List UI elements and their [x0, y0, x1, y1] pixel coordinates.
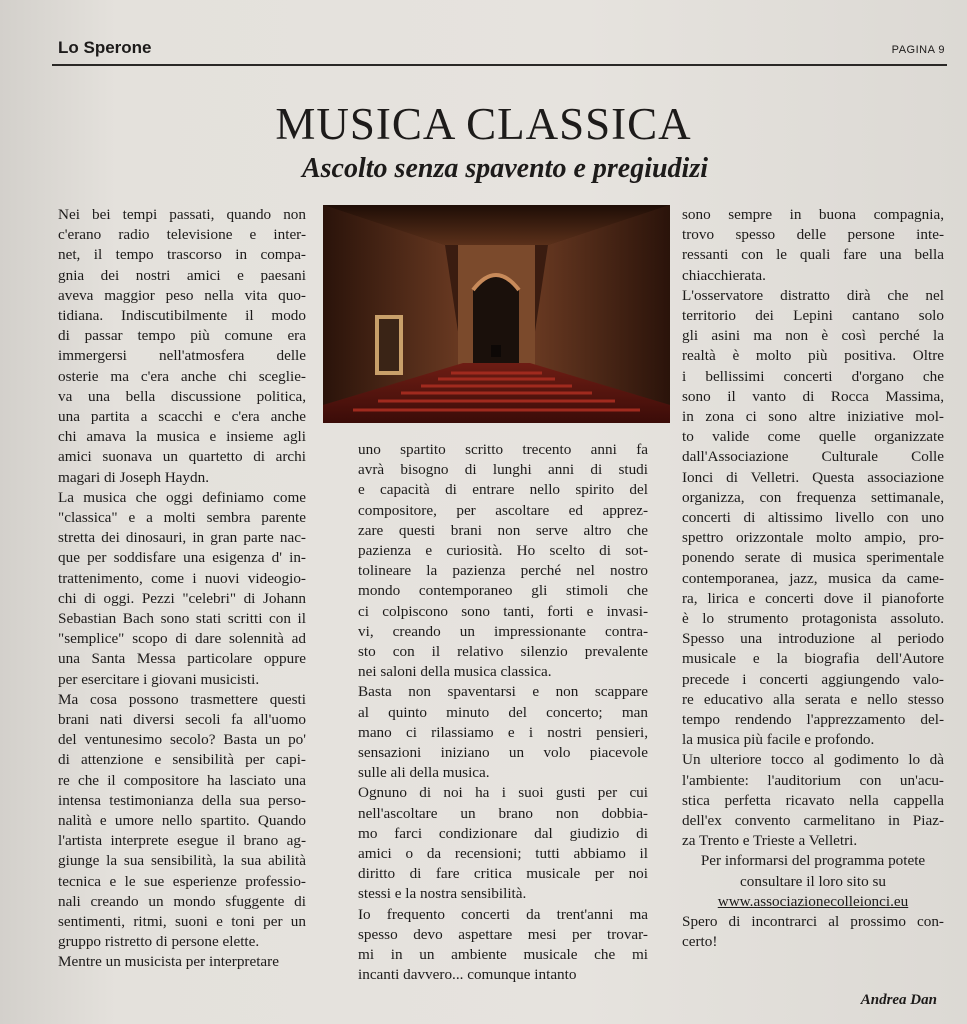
col2-line: Ognuno di noi ha i suoi gusti per cui	[358, 784, 648, 802]
col3-line: ponendo serate di musica sperimentale	[682, 549, 944, 567]
col1-line: "classica" e a molti sembra parente	[58, 509, 306, 526]
col1-line: Ma cosa possono trasmettere questi	[58, 690, 306, 708]
page-header	[52, 38, 947, 66]
col1-line: giunge la sua sensibilità, la sua abilità	[58, 852, 306, 870]
col3-line: certo!	[682, 933, 718, 951]
col3-line: Spesso una introduzione al periodo	[682, 630, 944, 648]
col1-line: gruppo ristretto di persone elette.	[58, 933, 260, 951]
col1-line: Sebastian Bach sono stati scritti con il	[58, 610, 306, 627]
col3-line: to valide come quelle organizzate	[682, 428, 944, 446]
col1-line: osterie ma c'era anche chi sceglie-	[58, 367, 306, 385]
col1-line: gnia dei nostri amici e paesani	[58, 266, 306, 284]
col1-line: c'erano radio televisione e inter-	[58, 226, 306, 244]
col2-line: Io frequento concerti da trent'anni ma	[358, 905, 648, 923]
col1-line: que per soddisfare una esigenza d' in-	[58, 549, 306, 567]
col3-line: chiacchierata.	[682, 266, 766, 284]
col1-line: tidiana. Indiscutibilmente il modo	[58, 307, 306, 324]
col1-line: chi amava la musica e insieme agli	[58, 428, 306, 446]
col1-line: intensa testimonianza della sua perso-	[58, 791, 306, 809]
col3-line: Spero di incontrarci al prossimo con-	[682, 913, 944, 930]
article-title: MUSICA CLASSICA	[275, 99, 692, 149]
col3-line: gli asini ma non è così perché la	[682, 327, 944, 345]
col3-line: sono sempre in buona compagnia,	[682, 206, 944, 223]
col2-line: e capacità di entrare nello spirito del	[358, 481, 648, 499]
author-signature: Andrea Dan	[860, 992, 937, 1008]
col1-line: nali creando un mondo sfuggente di	[58, 892, 306, 910]
col2-line: nei saloni della musica classica.	[358, 663, 552, 681]
col2-line: sto con il relativo silenzio prevalente	[358, 643, 648, 660]
col2-line: mondo contemporaneo gli stimoli che	[358, 582, 648, 600]
col2-line: spesso devo aspettare mesi per trovar-	[358, 925, 648, 943]
col1-line: tecnica e le sue esperienze professio-	[58, 872, 306, 890]
col3-line: consultare il loro sito su	[740, 872, 886, 890]
col2-line: nell'ascoltare un brano non dobbia-	[358, 804, 648, 822]
col1-line: sentimenti, ritmi, suoni e toni per un	[58, 913, 306, 930]
col3-line: dall'Associazione Culturale Colle	[682, 448, 944, 466]
col1-line: stretta dei dinosauri, in gran parte nac-	[58, 529, 306, 547]
col1-line: di attenzione e sensibilità per capi-	[58, 751, 306, 769]
col3-line: la musica più facile e profondo.	[682, 731, 875, 749]
col2-line: sensazioni iniziano un volo piacevole	[358, 744, 648, 761]
col3-line: i bellissimi concerti d'organo che	[682, 367, 944, 385]
col2-line: tolineare la pazienza perché nel nostro	[358, 562, 648, 580]
col3-line: in zona ci sono altre iniziative mol-	[682, 408, 944, 425]
article-subtitle: Ascolto senza spavento e pregiudizi	[301, 153, 708, 184]
col1-line: net, il tempo trascorso in compa-	[58, 246, 306, 264]
col1-line: brani nati diversi secoli fa all'uomo	[58, 711, 306, 728]
col1-line: "semplice" scopo di dare solennità ad	[58, 630, 306, 648]
page-number: PAGINA 9	[891, 44, 945, 56]
col3-line: Un ulteriore tocco al godimento lo dà	[682, 751, 944, 769]
col1-line: La musica che oggi definiamo come	[58, 488, 306, 506]
col2-line: avrà bisogno di lunghi anni di studi	[358, 461, 648, 479]
col2-line: mi in un ambiente musicale che mi	[358, 946, 648, 963]
col1-line: di passar tempo più comune era	[58, 327, 306, 345]
col3-line: dell'ex convento carmelitano in Piaz-	[682, 812, 944, 829]
col3-line: musicale e la biografia dell'Autore	[682, 650, 944, 668]
col3-line: realtà è molto più positiva. Oltre	[682, 347, 944, 365]
col1-line: va una bella discussione politica,	[58, 387, 306, 405]
col3-line: concerti di altissimo livello con uno	[682, 509, 944, 526]
col3-line: ra, lirica e concerti dove il pianoforte	[682, 589, 944, 607]
col3-line: organizza, con frequenza settimanale,	[682, 488, 944, 506]
col2-line: diritto di fare critica musicale per noi	[358, 865, 648, 883]
col3-line: l'ambiente: l'auditorium con un'acu-	[682, 771, 944, 789]
auditorium-photo	[323, 205, 670, 423]
col2-line: ci colpiscono sono tanti, forti e invasi-	[358, 602, 648, 620]
col3-line: L'osservatore distratto dirà che nel	[682, 286, 944, 304]
col1-line: immergersi nell'atmosfera delle	[58, 347, 306, 365]
publication-name: Lo Sperone	[58, 38, 152, 57]
col3-line: stica perfetta ricavato nella cappella	[682, 791, 944, 809]
col3-line: precede i concerti aggiungendo valo-	[682, 670, 944, 688]
col2-line: Basta non spaventarsi e non scappare	[358, 683, 648, 701]
col1-line: magari di Joseph Haydn.	[58, 468, 209, 486]
col1-line: Nei bei tempi passati, quando non	[58, 206, 306, 223]
col1-line: del ventunesimo secolo? Basta un po'	[58, 731, 306, 749]
col1-line: chi di oggi. Pezzi "celebri" di Johann	[58, 589, 306, 607]
col1-line: aveva maggior peso nella vita quo-	[58, 286, 306, 304]
col3-line: za Trento e Trieste a Velletri.	[682, 832, 858, 850]
col1-line: per esercitare i giovani musicisti.	[58, 670, 260, 688]
col2-line: sulle ali della musica.	[358, 764, 490, 782]
col1-line: una partita a scacchi e c'era anche	[58, 408, 306, 425]
col2-line: zare questi brani non serve altro che	[358, 521, 648, 539]
col2-line: al quinto minuto del concerto; man	[358, 703, 648, 721]
auditorium-illustration	[323, 205, 670, 423]
col3-line: trovo spesso delle persone inte-	[682, 226, 944, 244]
col1-line: re che il compositore ha lasciato una	[58, 771, 306, 789]
col2-line: compositore, per ascoltare ed apprez-	[358, 501, 648, 519]
col1-line: amici suonava un quartetto di archi	[58, 448, 306, 466]
col3-line: spettro orizzontale molto ampio, pro-	[682, 529, 944, 547]
col2-line: stessi e la nostra sensibilità.	[358, 885, 527, 903]
col3-line: contemporanea, jazz, musica da came-	[682, 569, 944, 587]
col2-line: pazienza e curiosità. Ho scelto di sot-	[358, 542, 648, 559]
col2-line: vi, creando un impressionante contra-	[358, 622, 648, 640]
col1-line: Mentre un musicista per interpretare	[58, 953, 279, 971]
col3-line: è lo strumento protagonista assoluto.	[682, 610, 944, 627]
col3-line: re educativo alla serata e nello stesso	[682, 690, 944, 708]
col2-line: uno spartito scritto trecento anni fa	[358, 441, 648, 458]
col3-line: territorio dei Lepini cantano solo	[682, 307, 944, 324]
col1-line: una Santa Messa particolare oppure	[58, 650, 306, 668]
col3-line: Ionci di Velletri. Questa associazione	[682, 468, 944, 486]
col1-line: l'artista interprete esegue il brano ag-	[58, 832, 306, 850]
col3-line[interactable]: www.associazionecolleionci.eu	[717, 892, 909, 910]
col3-line: sono il vanto di Rocca Massima,	[682, 387, 944, 405]
col2-line: mano ci rilassiamo e i nostri pensieri,	[358, 723, 648, 741]
col3-line: Per informarsi del programma potete	[700, 852, 926, 870]
col3-line: tempo rendendo l'apprezzamento del-	[682, 711, 944, 728]
col1-line: nalità e umore nello spartito. Quando	[58, 812, 306, 829]
col2-line: mo farci condizionare dal giudizio di	[358, 824, 648, 842]
col1-line: trattenimento, come i nuovi videogio-	[58, 569, 306, 587]
col3-line: ressanti con le quali fare una bella	[682, 246, 944, 264]
col2-line: amici o da recensioni; tutti abbiamo il	[358, 845, 648, 862]
col2-line: incanti davvero... comunque intanto	[358, 966, 577, 984]
